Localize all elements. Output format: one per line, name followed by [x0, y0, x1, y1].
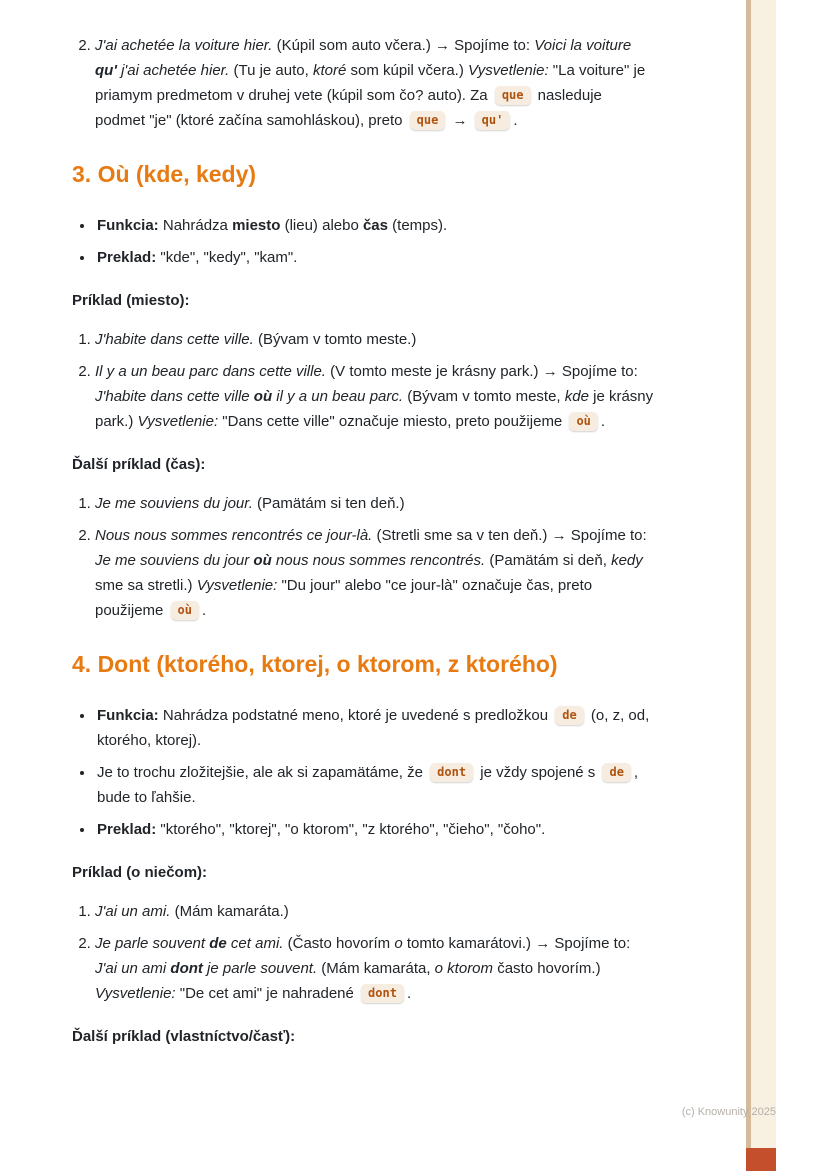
list-item — [95, 523, 654, 623]
text-segment: Je parle souvent — [95, 935, 210, 952]
text-segment: je vždy spojené s — [476, 764, 600, 781]
text-segment: (Kúpil som auto včera.) → Spojíme to: — [272, 37, 535, 54]
code-chip: dont — [430, 763, 473, 782]
text-segment: Voici la voiture — [534, 37, 632, 54]
text-segment: J'habite dans cette ville. — [95, 331, 254, 348]
text-segment: "Du jour" alebo "ce jour-là" označuje čas, preto použijeme — [95, 577, 593, 619]
code-chip: de — [602, 763, 630, 782]
text-segment: Preklad: — [97, 821, 157, 838]
text-segment: . — [406, 985, 412, 1002]
text-segment: J'ai un ami — [95, 960, 171, 977]
text-segment: kedy — [611, 552, 643, 569]
text-segment: sme sa stretli.) — [95, 577, 197, 594]
text-segment: Nous nous sommes rencontrés ce jour-là. — [95, 527, 373, 544]
text-segment: cet ami. — [226, 935, 284, 952]
text-segment: (Pamätám si ten deň.) — [252, 495, 405, 512]
text-segment: Je me souviens du jour — [95, 552, 254, 569]
text-segment: "Dans cette ville" označuje miesto, preto použijeme — [218, 413, 567, 430]
text-segment: (Bývam v tomto meste.) — [253, 331, 417, 348]
text-segment: , bude to ľahšie. — [97, 764, 639, 806]
ordered-list — [72, 899, 654, 1006]
example-label: Ďalší príklad (vlastníctvo/časť): — [72, 1028, 296, 1045]
list-item — [95, 760, 654, 810]
text-segment: . — [600, 413, 606, 430]
text-segment: (lieu) alebo — [280, 217, 363, 234]
list-item — [95, 899, 654, 924]
text-segment: Nahrádza podstatné meno, ktoré je uvedené s predložkou — [158, 707, 553, 724]
ordered-list — [72, 327, 654, 434]
text-segment: Funkcia: — [97, 217, 159, 234]
code-chip: qu' — [475, 111, 511, 130]
text-segment: miesto — [232, 217, 281, 234]
text-segment: Je me souviens du jour. — [95, 495, 253, 512]
text-segment: J'ai un ami. — [95, 903, 171, 920]
code-chip: de — [555, 706, 583, 725]
list-item — [95, 703, 654, 753]
bullet-list — [72, 703, 654, 842]
text-segment: (V tomto meste je krásny park.) → Spojíme to: — [325, 363, 638, 380]
text-segment: → — [448, 112, 472, 129]
list-item — [95, 817, 654, 842]
text-segment: Vysvetlenie: — [95, 985, 176, 1002]
text-segment: "De cet ami" je nahradené — [175, 985, 359, 1002]
text-segment: tomto kamarátovi.) → Spojíme to: — [402, 935, 631, 952]
page-edge-band — [751, 0, 776, 1171]
code-chip: que — [495, 86, 531, 105]
text-segment: o — [394, 935, 403, 952]
example-label: Ďalší príklad (čas): — [72, 456, 206, 473]
text-segment: qu' — [95, 62, 117, 79]
text-segment: Il y a un beau parc dans cette ville. — [95, 363, 326, 380]
text-segment: "La voiture" je priamym predmetom v druhej vete (kúpil som čo? auto). Za — [95, 62, 646, 104]
text-segment: (temps). — [388, 217, 448, 234]
text-segment: (Často hovorím — [283, 935, 395, 952]
text-segment: Vysvetlenie: — [196, 577, 278, 594]
bullet-list — [72, 213, 654, 270]
text-segment: J'habite dans cette ville — [95, 388, 254, 405]
list-item — [95, 931, 654, 1006]
text-segment: de — [209, 935, 227, 952]
text-segment: (Stretli sme sa v ten deň.) → Spojíme to: — [372, 527, 647, 544]
copyright-watermark: (c) Knowunity 2025 — [681, 1106, 776, 1118]
text-segment: "ktorého", "ktorej", "o ktorom", "z ktorého", "čieho", "čoho". — [156, 821, 546, 838]
text-segment: Funkcia: — [97, 707, 159, 724]
text-segment: je parle souvent. — [202, 960, 318, 977]
list-item — [95, 245, 654, 270]
list-item — [95, 33, 654, 133]
list-item — [95, 359, 654, 434]
text-segment: Preklad: — [97, 249, 157, 266]
text-segment: (Tu je auto, — [229, 62, 313, 79]
text-segment: dont — [170, 960, 203, 977]
code-chip: que — [410, 111, 446, 130]
text-segment: (o, z, od, ktorého, ktorej). — [97, 707, 650, 749]
example-label: Príklad (o niečom): — [72, 864, 208, 881]
text-segment: (Mám kamaráta, — [317, 960, 435, 977]
ordered-list — [72, 33, 654, 133]
text-segment: j'ai achetée hier. — [116, 62, 230, 79]
code-chip: où — [569, 412, 597, 431]
example-label: Príklad (miesto): — [72, 292, 190, 309]
text-segment: Je to trochu zložitejšie, ale ak si zapamätáme, že — [97, 764, 428, 781]
text-segment: čas — [362, 217, 388, 234]
section-heading: 3. Où (kde, kedy) — [72, 161, 257, 187]
text-segment: nasleduje podmet "je" (ktoré začína samohláskou), preto — [95, 87, 602, 129]
text-segment: nous nous sommes rencontrés. — [271, 552, 486, 569]
list-item — [95, 213, 654, 238]
text-segment: où — [253, 552, 272, 569]
section-heading: 4. Dont (ktorého, ktorej, o ktorom, z ktorého) — [72, 651, 558, 677]
text-segment: J'ai achetée la voiture hier. — [95, 37, 273, 54]
text-segment: som kúpil včera.) — [346, 62, 469, 79]
text-segment: (Pamätám si deň, — [485, 552, 612, 569]
text-segment: Vysvetlenie: — [468, 62, 549, 79]
document-content — [72, 33, 654, 1063]
text-segment: kde — [564, 388, 589, 405]
list-item — [95, 327, 654, 352]
text-segment: Nahrádza — [158, 217, 233, 234]
page-edge-marker — [746, 1148, 776, 1171]
text-segment: . — [513, 112, 518, 129]
code-chip: où — [171, 601, 199, 620]
text-segment: (Bývam v tomto meste, — [403, 388, 565, 405]
text-segment: ktoré — [312, 62, 347, 79]
text-segment: où — [253, 388, 273, 405]
code-chip: dont — [361, 984, 404, 1003]
text-segment: často hovorím.) — [493, 960, 601, 977]
list-item — [95, 491, 654, 516]
text-segment: (Mám kamaráta.) — [170, 903, 289, 920]
text-segment: "kde", "kedy", "kam". — [156, 249, 298, 266]
text-segment: . — [202, 602, 207, 619]
ordered-list — [72, 491, 654, 623]
text-segment: o ktorom — [434, 960, 494, 977]
text-segment: il y a un beau parc. — [272, 388, 404, 405]
text-segment: Vysvetlenie: — [137, 413, 219, 430]
text-segment: je krásny park.) — [95, 388, 654, 430]
